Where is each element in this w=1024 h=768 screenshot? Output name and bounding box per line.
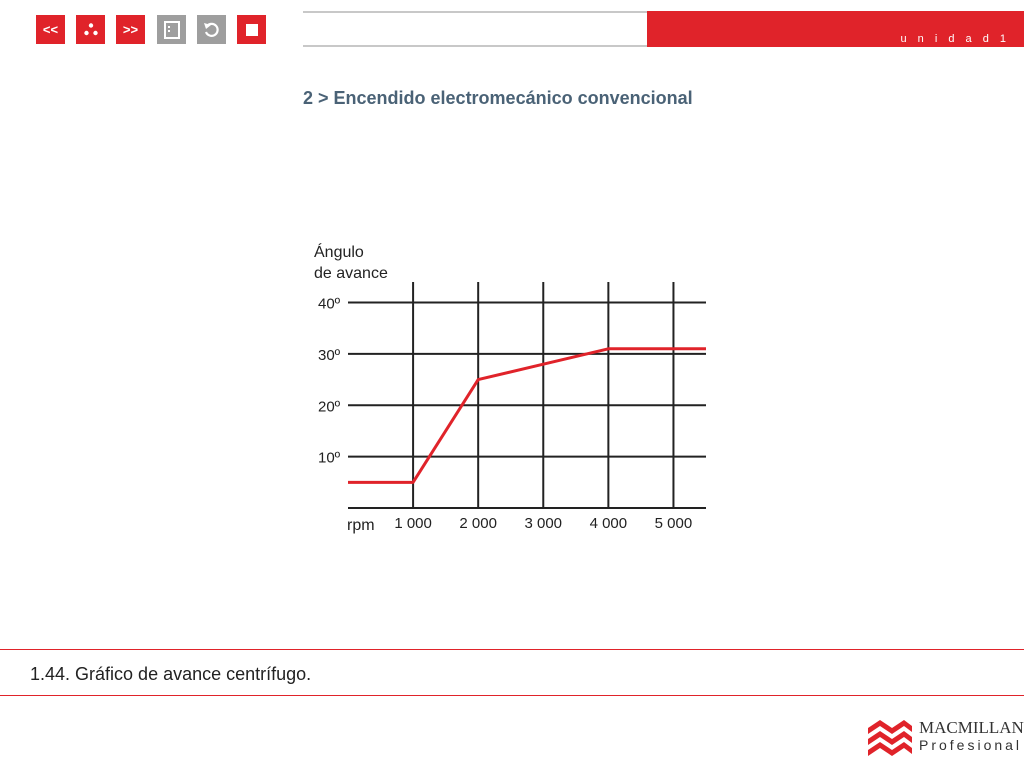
undo-arrow-icon <box>202 20 222 40</box>
y-axis-label-line1: Ángulo <box>314 244 364 261</box>
x-tick-label: 3 000 <box>524 515 563 532</box>
logo-word-profesional: Profesional <box>919 737 1023 753</box>
contents-button[interactable] <box>157 15 186 44</box>
page-title: 2 > Encendido electromecánico convencional <box>303 88 693 108</box>
next-button[interactable]: >> <box>116 15 145 44</box>
index-button[interactable] <box>76 15 105 44</box>
figure-caption: 1.44. Gráfico de avance centrífugo. <box>30 664 312 684</box>
advance-angle-chart <box>300 230 720 540</box>
unit-label: u n i d a d 1 <box>900 33 1010 45</box>
y-tick-label: 20º <box>318 398 341 416</box>
macmillan-logo-mark <box>866 718 914 756</box>
y-tick-label: 10º <box>318 449 341 467</box>
caption-divider-bottom <box>0 695 1024 696</box>
x-tick-label: 2 000 <box>459 515 497 532</box>
x-tick-label: 4 000 <box>589 515 628 532</box>
back-button[interactable] <box>197 15 226 44</box>
stop-button[interactable] <box>237 15 266 44</box>
y-tick-label: 40º <box>318 295 341 313</box>
document-icon <box>164 21 180 39</box>
caption-divider-top <box>0 649 1024 650</box>
stop-icon <box>245 23 259 37</box>
macmillan-logo <box>866 716 1024 758</box>
x-axis-label: rpm <box>347 517 375 534</box>
advance-curve-line <box>348 349 706 483</box>
x-tick-label: 1 000 <box>394 515 432 532</box>
index-icon <box>82 21 100 39</box>
y-axis-label-line2: de avance <box>314 265 388 282</box>
y-tick-label: 30º <box>318 346 341 364</box>
header-divider <box>303 11 647 47</box>
logo-word-macmillan: MACMILLAN <box>919 718 1024 737</box>
header-red-bar <box>647 11 1024 47</box>
x-tick-label: 5 000 <box>654 515 693 532</box>
previous-button[interactable]: << <box>36 15 65 44</box>
